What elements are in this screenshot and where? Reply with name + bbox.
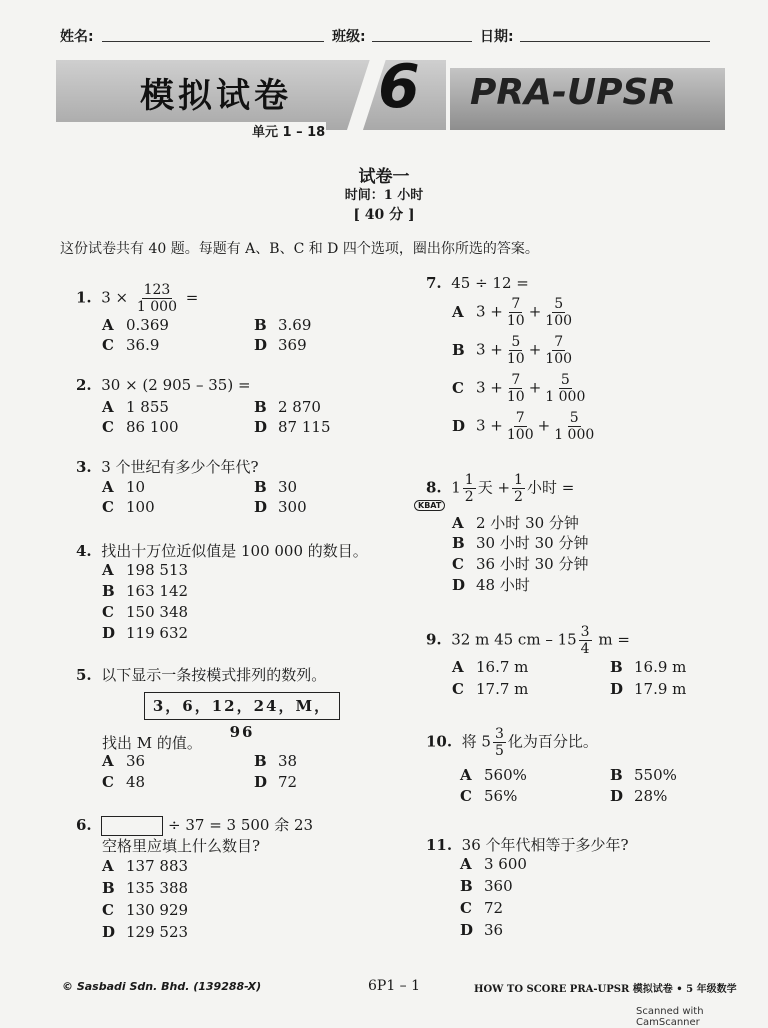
- q1-option-d-text: 369: [278, 336, 307, 354]
- q8-stem: [426, 472, 574, 505]
- q6-option-c[interactable]: C 130 929: [102, 901, 189, 919]
- q4-option-d[interactable]: D 119 632: [102, 624, 189, 642]
- q9-number: 9.: [426, 630, 442, 649]
- banner-title: 模拟试卷: [140, 76, 292, 116]
- q8-d2: 2: [514, 489, 523, 505]
- q7-d-n1: 7: [515, 410, 525, 426]
- q1-option-d[interactable]: D 369: [254, 336, 307, 354]
- q10-option-d-text: 28%: [634, 787, 668, 805]
- q3-option-a[interactable]: A 10: [102, 478, 146, 496]
- q11-option-c[interactable]: C 72: [460, 899, 504, 917]
- q9-stem: [426, 624, 630, 657]
- q10-option-b-text: 550%: [634, 766, 677, 784]
- q7-b-n1: 5: [511, 334, 521, 350]
- q2-option-d[interactable]: D 87 115: [254, 418, 331, 436]
- instructions: 这份试卷共有 40 题。每题有 A、B、C 和 D 四个选项，圈出你所选的答案。: [60, 241, 539, 257]
- q7-number: 7.: [426, 274, 442, 292]
- q4-option-c-text: 150 348: [126, 603, 189, 621]
- q7-c-n1: 7: [511, 372, 521, 388]
- book-title: HOW TO SCORE PRA-UPSR 模拟试卷 • 5 年级数学: [474, 984, 737, 995]
- q8-option-b[interactable]: B 30 小时 30 分钟: [452, 534, 589, 552]
- q10-pre: 将 5: [461, 732, 491, 751]
- q3-option-b[interactable]: B 30: [254, 478, 298, 496]
- q8-t2: 小时 =: [526, 478, 575, 497]
- q3-option-c[interactable]: C 100: [102, 498, 155, 516]
- q1-fraction: [135, 282, 179, 315]
- q4-number: 4.: [76, 542, 92, 560]
- q11-option-d-text: 36: [484, 921, 504, 939]
- q7-option-d[interactable]: D 3 + $\frac{7}{100}$ + $\frac{5}{1 000}$: [452, 410, 595, 443]
- q4-option-d-text: 119 632: [126, 624, 189, 642]
- q3-option-a-text: 10: [126, 478, 146, 496]
- q9-frac-den: 4: [580, 641, 590, 657]
- q3-number: 3.: [76, 458, 92, 476]
- q10-stem: [426, 726, 598, 759]
- q6-number: 6.: [76, 816, 92, 834]
- q8-option-d-text: 48 小时: [476, 576, 530, 594]
- q5-option-d[interactable]: D 72: [254, 773, 298, 791]
- q7-c-n2: 5: [560, 372, 570, 388]
- q10-option-b[interactable]: B 550%: [610, 766, 677, 784]
- q5-option-c[interactable]: C 48: [102, 773, 146, 791]
- q5-option-d-text: 72: [278, 773, 298, 791]
- q7-text: 45 ÷ 12 =: [451, 274, 529, 292]
- q2-option-b-text: 2 870: [278, 398, 321, 416]
- q6-answer-blank[interactable]: [101, 816, 163, 836]
- q5-text: 以下显示一条按模式排列的数列。: [101, 666, 327, 684]
- q9-option-b[interactable]: B 16.9 m: [610, 658, 687, 676]
- q2-option-d-text: 87 115: [278, 418, 331, 436]
- q9-text: 32 m 45 cm – 15: [451, 630, 577, 649]
- q4-option-a-text: 198 513: [126, 561, 189, 579]
- q11-option-a-text: 3 600: [484, 855, 527, 873]
- q8-option-a[interactable]: A 2 小时 30 分钟: [452, 514, 579, 532]
- q4-option-b[interactable]: B 163 142: [102, 582, 189, 600]
- name-line: [102, 41, 324, 42]
- q10-option-a[interactable]: A 560%: [460, 766, 527, 784]
- q1-suffix: =: [185, 288, 199, 307]
- q8-option-d[interactable]: D 48 小时: [452, 576, 530, 594]
- paper-time: 时间：1 小时: [344, 188, 424, 203]
- q4-option-a[interactable]: A 198 513: [102, 561, 189, 579]
- q11-option-c-text: 72: [484, 899, 504, 917]
- q8-n1: 1: [464, 472, 474, 488]
- q7-b-whole: 3 +: [476, 340, 503, 359]
- q10-option-d[interactable]: D 28%: [610, 787, 668, 805]
- q6-option-b-text: 135 388: [126, 879, 189, 897]
- q2-number: 2.: [76, 376, 92, 394]
- publisher-credit: © Sasbadi Sdn. Bhd. (139288-X): [62, 980, 262, 993]
- q1-option-b[interactable]: B 3.69: [254, 316, 312, 334]
- q9-option-c[interactable]: C 17.7 m: [452, 680, 529, 698]
- q3-option-d[interactable]: D 300: [254, 498, 307, 516]
- paper-title: 试卷一: [358, 167, 410, 187]
- units-label: 单元 1 – 18: [252, 125, 326, 140]
- q9-frac-num: 3: [580, 624, 590, 640]
- q10-post: 化为百分比。: [507, 732, 598, 751]
- q5-option-a-text: 36: [126, 752, 146, 770]
- q10-option-a-text: 560%: [484, 766, 527, 784]
- q3-text: 3 个世纪有多少个年代?: [101, 458, 259, 476]
- paper-marks: [ 40 分 ]: [353, 207, 415, 223]
- q7-a-n1: 7: [511, 296, 521, 312]
- q5-number: 5.: [76, 666, 92, 684]
- q10-frac-num: 3: [494, 726, 504, 742]
- q6-option-b[interactable]: B 135 388: [102, 879, 189, 897]
- q10-option-c[interactable]: C 56%: [460, 787, 518, 805]
- q6-option-d[interactable]: D 129 523: [102, 923, 189, 941]
- q7-c-d2: 1 000: [545, 389, 586, 405]
- q7-c-d1: 10: [506, 389, 525, 405]
- q11-option-b-text: 360: [484, 877, 513, 895]
- q5-sequence-box: 3，6，12，24，M，96: [144, 692, 340, 720]
- q5-option-b-text: 38: [278, 752, 298, 770]
- date-line: [520, 41, 710, 42]
- q6-stem: [76, 814, 313, 836]
- q1-frac-num: 123: [143, 282, 171, 298]
- q9-option-a-text: 16.7 m: [476, 658, 529, 676]
- banner-number: 6: [378, 52, 420, 122]
- q11-number: 11.: [426, 836, 453, 854]
- q5-option-a[interactable]: A 36: [102, 752, 146, 770]
- name-label: 姓名:: [60, 29, 94, 45]
- q2-option-b[interactable]: B 2 870: [254, 398, 321, 416]
- q9-option-d-text: 17.9 m: [634, 680, 687, 698]
- q10-number: 10.: [426, 732, 453, 751]
- q4-text: 找出十万位近似值是 100 000 的数目。: [101, 542, 368, 560]
- q7-b-d1: 10: [506, 351, 525, 367]
- q9-option-d[interactable]: D 17.9 m: [610, 680, 687, 698]
- q8-option-a-text: 2 小时 30 分钟: [476, 514, 579, 532]
- q1-prefix: 3 ×: [101, 288, 129, 307]
- q4-stem: [76, 540, 368, 561]
- q11-option-d[interactable]: D 36: [460, 921, 504, 939]
- q8-option-c[interactable]: C 36 小时 30 分钟: [452, 555, 589, 573]
- q1-frac-den: 1 000: [136, 299, 177, 315]
- q5-ask: 找出 M 的值。: [102, 734, 202, 752]
- q2-text: 30 × (2 905 – 35) =: [101, 376, 251, 394]
- q7-c-whole: 3 +: [476, 378, 503, 397]
- q5-option-b[interactable]: B 38: [254, 752, 298, 770]
- q7-option-c[interactable]: C 3 + $\frac{7}{10}$ + $\frac{5}{1 000}$: [452, 372, 586, 405]
- q9-option-a[interactable]: A 16.7 m: [452, 658, 529, 676]
- q1-number: 1.: [76, 288, 92, 307]
- q7-b-n2: 7: [554, 334, 564, 350]
- q7-stem: [426, 274, 529, 292]
- q1-option-b-text: 3.69: [278, 316, 312, 334]
- q8-d1: 2: [464, 489, 474, 505]
- q9-option-c-text: 17.7 m: [476, 680, 529, 698]
- q6-ask: 空格里应填上什么数目?: [102, 837, 261, 855]
- class-line: [372, 41, 472, 42]
- page-number: 6P1 – 1: [368, 978, 421, 994]
- q10-option-c-text: 56%: [484, 787, 518, 805]
- kbat-badge: KBAT: [414, 500, 445, 511]
- q11-option-a[interactable]: A 3 600: [460, 855, 527, 873]
- q2-stem: [76, 376, 251, 394]
- q7-a-whole: 3 +: [476, 302, 503, 321]
- q3-option-d-text: 300: [278, 498, 307, 516]
- q6-text: ÷ 37 = 3 500 余 23: [168, 816, 314, 834]
- q1-option-a[interactable]: A 0.369: [102, 316, 169, 334]
- q9-suffix: m =: [598, 630, 630, 649]
- q6-option-a[interactable]: A 137 883: [102, 857, 189, 875]
- q8-whole: 1: [451, 478, 461, 497]
- q8-t1: 天 +: [477, 478, 511, 497]
- q1-stem: [76, 282, 198, 315]
- q1-option-a-text: 0.369: [126, 316, 169, 334]
- q11-option-b[interactable]: B 360: [460, 877, 513, 895]
- q4-option-c[interactable]: C 150 348: [102, 603, 189, 621]
- q7-b-d2: 100: [545, 351, 573, 367]
- q5-stem: [76, 664, 326, 685]
- q2-option-a-text: 1 855: [126, 398, 169, 416]
- q3-option-c-text: 100: [126, 498, 155, 516]
- q11-text: 36 个年代相等于多少年?: [461, 836, 629, 854]
- q2-option-c-text: 86 100: [126, 418, 179, 436]
- q6-option-d-text: 129 523: [126, 923, 189, 941]
- q1-option-c[interactable]: C 36.9: [102, 336, 160, 354]
- q7-d-n2: 5: [569, 410, 579, 426]
- q7-option-b[interactable]: B 3 + $\frac{5}{10}$ + $\frac{7}{100}$: [452, 334, 573, 367]
- q2-option-a[interactable]: A 1 855: [102, 398, 169, 416]
- q7-option-a[interactable]: A 3 + $\frac{7}{10}$ + $\frac{5}{100}$: [452, 296, 573, 329]
- q6-option-c-text: 130 929: [126, 901, 189, 919]
- q3-stem: [76, 456, 259, 477]
- q7-a-n2: 5: [554, 296, 564, 312]
- class-label: 班级:: [332, 29, 366, 45]
- q1-option-c-text: 36.9: [126, 336, 160, 354]
- q6-option-a-text: 137 883: [126, 857, 189, 875]
- date-label: 日期:: [480, 29, 514, 45]
- q7-a-d2: 100: [545, 313, 573, 329]
- q9-option-b-text: 16.9 m: [634, 658, 687, 676]
- q8-option-b-text: 30 小时 30 分钟: [476, 534, 589, 552]
- scanner-watermark: Scanned with CamScanner: [636, 1006, 704, 1028]
- q8-option-c-text: 36 小时 30 分钟: [476, 555, 589, 573]
- banner-subtitle: PRA-UPSR: [470, 72, 677, 113]
- q3-option-b-text: 30: [278, 478, 298, 496]
- q7-d-d1: 100: [506, 427, 534, 443]
- q11-stem: [426, 834, 629, 855]
- q10-frac-den: 5: [494, 743, 504, 759]
- q8-n2: 1: [514, 472, 523, 488]
- q2-option-c[interactable]: C 86 100: [102, 418, 179, 436]
- q4-option-b-text: 163 142: [126, 582, 189, 600]
- q5-option-c-text: 48: [126, 773, 146, 791]
- q7-d-d2: 1 000: [554, 427, 595, 443]
- q7-a-d1: 10: [506, 313, 525, 329]
- q8-number: 8.: [426, 478, 442, 497]
- q7-d-whole: 3 +: [476, 416, 503, 435]
